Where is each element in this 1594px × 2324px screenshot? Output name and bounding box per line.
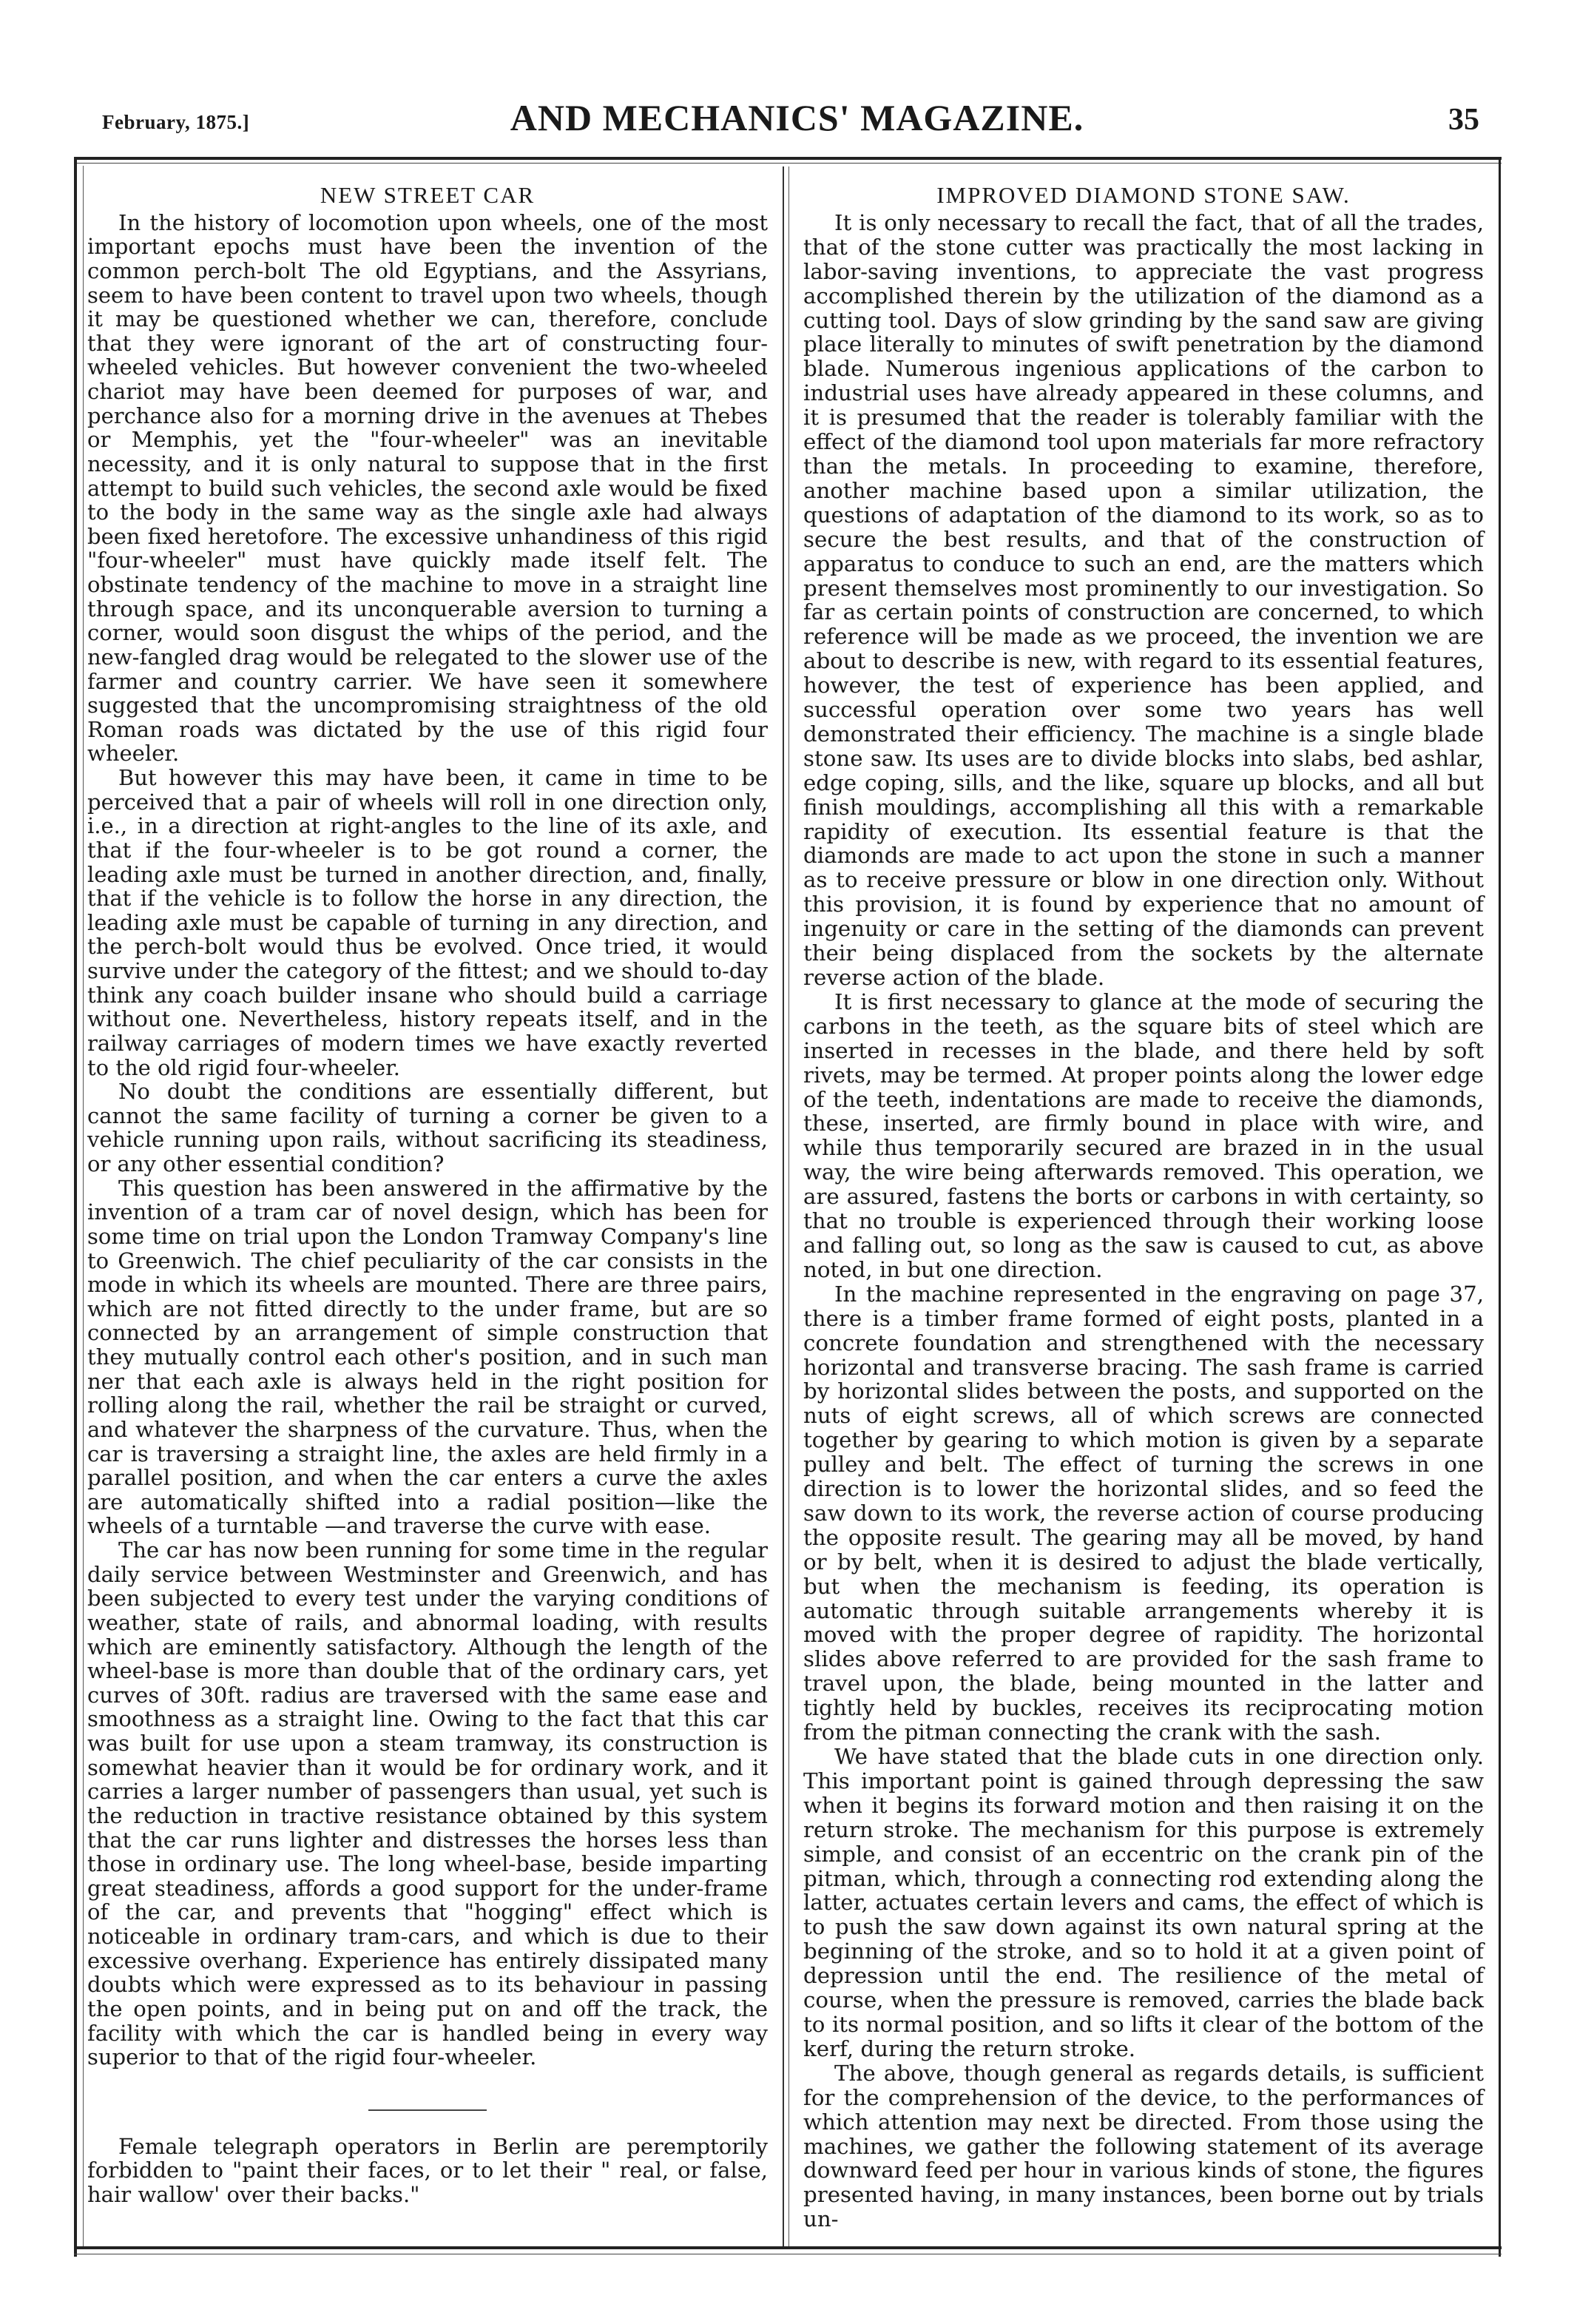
page-number: 35 [1448, 103, 1479, 137]
paragraph: In the machine represented in the engraving on page 37, there is a timber frame formed of eight posts, planted in a concrete foundation and strengthened with the necessary horizontal and transverse bracing. The sash frame is carried by horizontal slides between the posts, and supported on the nuts of eight screws, all of which screws are connected together by gearing to which motion is given by a separate pulley and belt. The effect of turning the screws in one direction is to lower the horizontal slides, and so feed the saw down to its work, the reverse action of course producing the opposite result. The gearing may all be moved, by hand or by belt, when it is desired to adjust the blade vertically, but when the mechanism is feeding, its operation is automatic through suitable arrangements whereby it is moved with the proper degree of rapidity. The horizontal slides above referred to are provided for the sash frame to travel upon, the blade, being mounted in the latter and tightly held by buckles, receives its reciprocating motion from the pitman connecting the crank with the sash. [803, 1281, 1484, 1745]
paragraph: In the history of locomotion upon wheels, one of the most important epochs must have been the invention of the common perch-bolt The old Egyptians, and the Assyrians, seem to have been content to travel upon two wheels, though it may be questioned whether we can, therefore, conclude that they were ignorant of the art of constructing four-wheeled vehicles. But however convenient the two-wheeled chariot may have been deemed for purposes of war, and perchance also for a morning drive in the avenues at Thebes or Memphis, yet the "four-wheeler" was an inevitable necessity, and it is only natural to suppose that in the first attempt to build such vehicles, the second axle would be fixed to the body in the same way as the single axle had always been fixed heretofore. The excessive unhandiness of this rigid "four-wheeler" must have quickly made itself felt. The obstinate tendency of the machine to move in a straight line through space, and its unconquerable aversion to turning a corner, would soon disgust the whips of the period, and the new-fangled drag would be relegated to the slower use of the farmer and country carrier. We have seen it somewhere suggested that the uncompromising straightness of the old Roman roads was dictated by the use of this rigid four wheeler. [87, 209, 768, 767]
right-border [1499, 157, 1501, 2257]
section-separator [368, 2109, 487, 2111]
paragraph: But however this may have been, it came in time to be perceived that a pair of wheels will roll in one direction only, i.e., in a direction at right-angles to the line of its axle, and that if the four-wheeler is to be got round a corner, the leading axle must be turned in another direction, and, finally, that if the vehicle is to follow the horse in any direction, the leading axle must be capable of turning in any direction, and the perch-bolt would thus be evolved. Once tried, it would survive under the category of the fittest; and we should to-day think any coach builder insane who should build a carriage without one. Nevertheless, history repeats itself, and in the railway carriages of modern times we have exactly reverted to the old rigid four-wheeler. [87, 765, 768, 1080]
paragraph: We have stated that the blade cuts in one direction only. This important point is gained through depressing the saw when it begins its forward motion and then raising it on the return stroke. The mechanism for this purpose is extremely simple, and consist of an eccentric on the crank pin of the pitman, which, through a connecting rod extending along the latter, actuates certain levers and cams, the effect of which is to push the saw down against its own natural spring at the beginning of the stroke, and so to hold it at a given point of depression until the end. The resilience of the metal of course, when the pressure is removed, carries the blade back to its normal position, and so lifts it clear of the bottom of the kerf, during the return stroke. [803, 1744, 1484, 2061]
top-rule-thin [74, 163, 1502, 164]
magazine-title: AND MECHANICS' MAGAZINE. [510, 97, 1084, 138]
top-rule [74, 157, 1502, 160]
left-border-thin [83, 166, 84, 2248]
right-column [803, 183, 1484, 2232]
paragraph: The above, though general as regards details, is sufficient for the comprehension of the device, to the performances of which attention may next be directed. From those using the machines, we gather the following statement of its average downward feed per hour in various kinds of stone, the figures presented having, in many instances, been borne out by trials un- [803, 2060, 1484, 2232]
paragraph: The car has now been running for some time in the regular daily service between Westminster and Greenwich, and has been subjected to every test under the varying conditions of weather, state of rails, and abnormal loading, with results which are eminently satisfactory. Although the length of the wheel-base is more than double that of the ordinary cars, yet curves of 30ft. radius are traversed with the same ease and smoothness as a straight line. Owing to the fact that this car was built for use upon a steam tramway, its construction is somewhat heavier than it would be for ordinary work, and it carries a larger number of passengers than usual, yet such is the reduction in tractive resistance obtained by this system that the car runs lighter and distresses the horses less than those in ordinary use. The long wheel-base, beside imparting great steadiness, affords a good support for the under-frame of the car, and prevents that "hogging" effect which is noticeable in ordinary tram-cars, and which is due to their excessive overhang. Experience has entirely dissipated many doubts which were expressed as to its behaviour in passing the open points, and in being put on and off the track, the facility with which the car is handled being in every way superior to that of the rigid four-wheeler. [87, 1537, 768, 2070]
issue-date: February, 1875.] [102, 111, 250, 133]
paragraph: It is only necessary to recall the fact, that of all the trades, that of the stone cutter was practically the most lacking in labor-saving inventions, to appreciate the vast progress accomplished therein by the utilization of the diamond as a cutting tool. Days of slow grinding by the sand saw are giving place literally to minutes of swift penetration by the diamond blade. Numerous ingenious applications of the carbon to industrial uses have already appeared in these columns, and it is presumed that the reader is tolerably familiar with the effect of the diamond tool upon materials far more refractory than the metals. In proceeding to examine, therefore, another machine based upon a similar utilization, the questions of adaptation of the diamond to its work, so as to secure the best results, and that of the construction of apparatus to conduce to such an end, are the matters which present themselves most prominently to our investigation. So far as certain points of construction are concerned, to which reference will be made as we proceed, the invention we are about to describe is new, with regard to its essential features, however, the test of experience has been applied, and successful operation over some two years has well demonstrated their efficiency. The machine is a single blade stone saw. Its uses are to divide blocks into slabs, bed ashlar, edge coping, sills, and the like, square up blocks, and all but finish mouldings, accomplishing all this with a remarkable rapidity of execution. Its essential feature is that the diamonds are made to act upon the stone in such a manner as to receive pressure or blow in one direction only. Without this provision, it is found by experience that no amount of ingenuity or care in the setting of the diamonds can prevent their being displaced from the sockets by the alternate reverse action of the blade. [803, 209, 1484, 990]
paragraph: It is first necessary to glance at the mode of securing the carbons in the teeth, as the square bits of steel which are inserted in recesses in the blade, and there held by soft rivets, may be termed. At proper points along the lower edge of the teeth, indentations are made to receive the diamonds, these, inserted, are firmly bound in place with wire, and while thus temporarily secured are brazed in in the usual way, the wire being afterwards removed. This operation, we are assured, fastens the borts or carbons in with certainty, so that no trouble is experienced through their working loose and falling out, so long as the saw is caused to cut, as above noted, in but one direction. [803, 988, 1484, 1282]
news-note: Female telegraph operators in Berlin are peremptorily forbidden to "paint their faces, or to let their " real, or false, hair wallow' over their backs." [87, 2133, 768, 2207]
article-title-street-car: NEW STREET CAR [320, 182, 536, 208]
article-title-diamond-saw: IMPROVED DIAMOND STONE SAW. [936, 182, 1351, 208]
bottom-rule [74, 2246, 1502, 2249]
left-column [87, 183, 768, 2207]
paragraph: No doubt the conditions are essentially different, but cannot the same facility of turning a corner be given to a vehicle running upon rails, without sacrificing its steadiness, or any other essential condition? [87, 1079, 768, 1176]
column-divider-thin [788, 166, 789, 2247]
left-border [74, 157, 77, 2257]
paragraph: This question has been answered in the affirmative by the invention of a tram car of novel design, which has been for some time on trial upon the London Tramway Company's line to Greenwich. The chief peculiarity of the car consists in the mode in which its wheels are mounted. There are three pairs, which are not fitted directly to the under frame, but are so connected by an arrangement of simple construction that they mutually control each other's position, and in such man ner that each axle is always held in the right position for rolling along the rail, whether the rail be straight or curved, and whatever the sharpness of the curvature. Thus, when the car is traversing a straight line, the axles are held firmly in a parallel position, and when the car enters a curve the axles are automatically shifted into a radial position—like the wheels of a turntable —and traverse the curve with ease. [87, 1175, 768, 1539]
column-divider [783, 166, 784, 2247]
